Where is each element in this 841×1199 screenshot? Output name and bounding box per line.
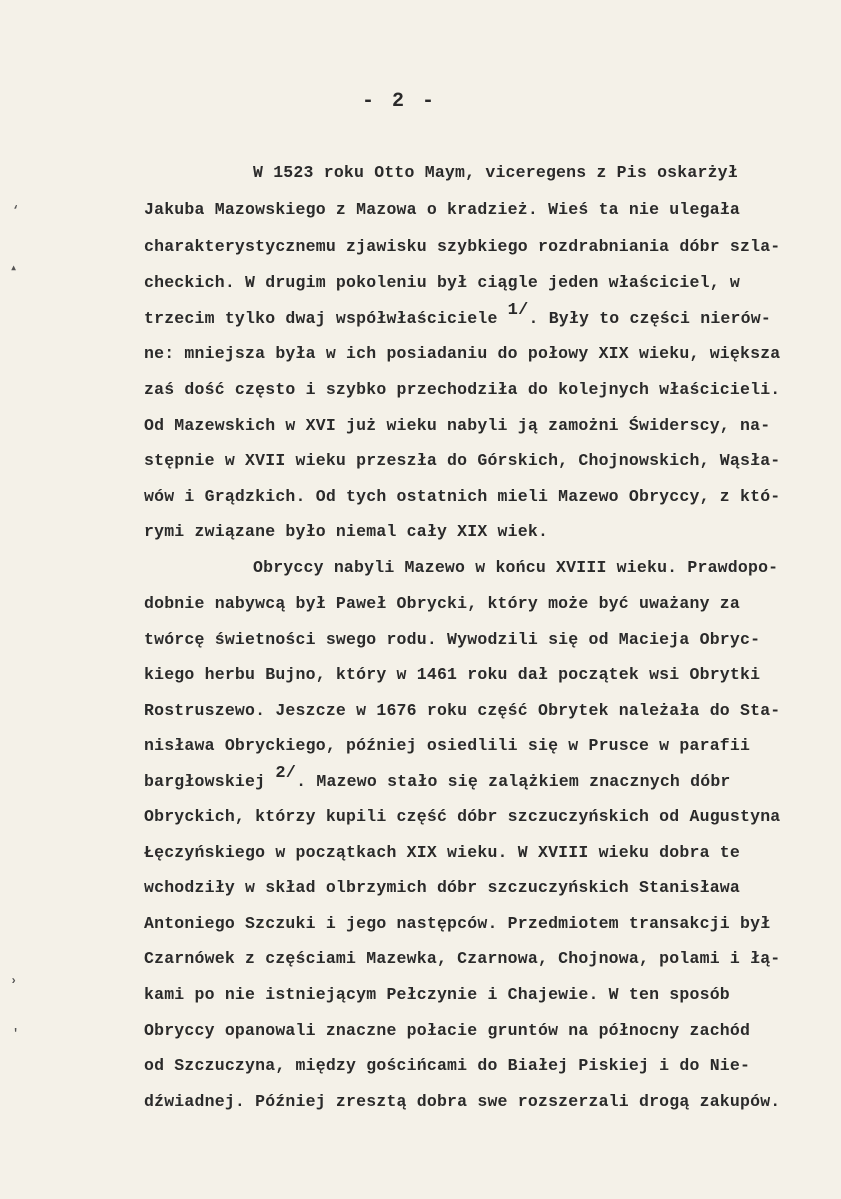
text-line: ne: mniejsza była w ich posiadaniu do połowy XIX wieku, większa — [144, 344, 781, 363]
text-segment: . Były to części nierów- — [528, 309, 771, 328]
text-line: Obryccy nabyli Mazewo w końcu XVIII wieku. Prawdopo- — [253, 558, 779, 577]
text-line: nisława Obryckiego, później osiedlili się w Prusce w parafii — [144, 736, 751, 755]
text-line: wchodziły w skład olbrzymich dóbr szczuczyńskich Stanisława — [144, 878, 740, 897]
margin-mark: ′ — [12, 1027, 20, 1041]
text-line: Czarnówek z częściami Mazewka, Czarnowa, Chojnowa, polami i łą- — [144, 949, 781, 968]
text-line: dobnie nabywcą był Paweł Obrycki, który może być uważany za — [144, 594, 740, 613]
text-line: kami po nie istniejącym Pełczynie i Chajewie. W ten sposób — [144, 985, 730, 1004]
footnote-ref: 1/ — [507, 301, 529, 320]
text-line: Obryckich, którzy kupili część dóbr szczuczyńskich od Augustyna — [144, 807, 781, 826]
text-line: W 1523 roku Otto Maym, viceregens z Pis oskarżył — [253, 163, 738, 182]
text-segment: . Mazewo stało się zalążkiem znacznych dóbr — [296, 772, 731, 791]
text-line — [144, 764, 731, 793]
text-line: charakterystycznemu zjawisku szybkiego rozdrabniania dóbr szla- — [144, 237, 781, 256]
text-line: kiego herbu Bujno, który w 1461 roku dał początek wsi Obrytki — [144, 665, 761, 684]
margin-mark: ▴ — [10, 261, 18, 275]
text-line: twórcę świetności swego rodu. Wywodzili się od Macieja Obryc- — [144, 630, 761, 649]
text-line — [144, 301, 771, 330]
text-line: od Szczuczyna, między gościńcami do Białej Piskiej i do Nie- — [144, 1056, 751, 1075]
margin-mark: ‘ — [12, 204, 20, 218]
text-line: Antoniego Szczuki i jego następców. Przedmiotem transakcji był — [144, 914, 771, 933]
text-line: wów i Grądzkich. Od tych ostatnich mieli Mazewo Obryccy, z któ- — [144, 487, 781, 506]
text-line: Obryccy opanowali znaczne połacie gruntów na północny zachód — [144, 1021, 751, 1040]
text-line: Od Mazewskich w XVI już wieku nabyli ją zamożni Świderscy, na- — [144, 416, 771, 435]
text-line: dźwiadnej. Później zresztą dobra swe rozszerzali drogą zakupów. — [144, 1092, 781, 1111]
text-segment: trzecim tylko dwaj współwłaściciele — [144, 309, 498, 328]
margin-mark: › — [10, 974, 18, 988]
text-line: Rostruszewo. Jeszcze w 1676 roku część Obrytek należała do Sta- — [144, 701, 781, 720]
text-line: zaś dość często i szybko przechodziła do kolejnych właścicieli. — [144, 380, 781, 399]
page-number: - 2 - — [362, 90, 438, 113]
footnote-ref: 2/ — [275, 764, 297, 783]
text-line: Łęczyńskiego w początkach XIX wieku. W XVIII wieku dobra te — [144, 843, 740, 862]
text-segment: bargłowskiej — [144, 772, 266, 791]
text-line: stępnie w XVII wieku przeszła do Górskich, Chojnowskich, Wąsła- — [144, 451, 781, 470]
text-line: rymi związane było niemal cały XIX wiek. — [144, 522, 549, 541]
text-line: checkich. W drugim pokoleniu był ciągle jeden właściciel, w — [144, 273, 740, 292]
text-line: Jakuba Mazowskiego z Mazowa o kradzież. Wieś ta nie ulegała — [144, 200, 740, 219]
